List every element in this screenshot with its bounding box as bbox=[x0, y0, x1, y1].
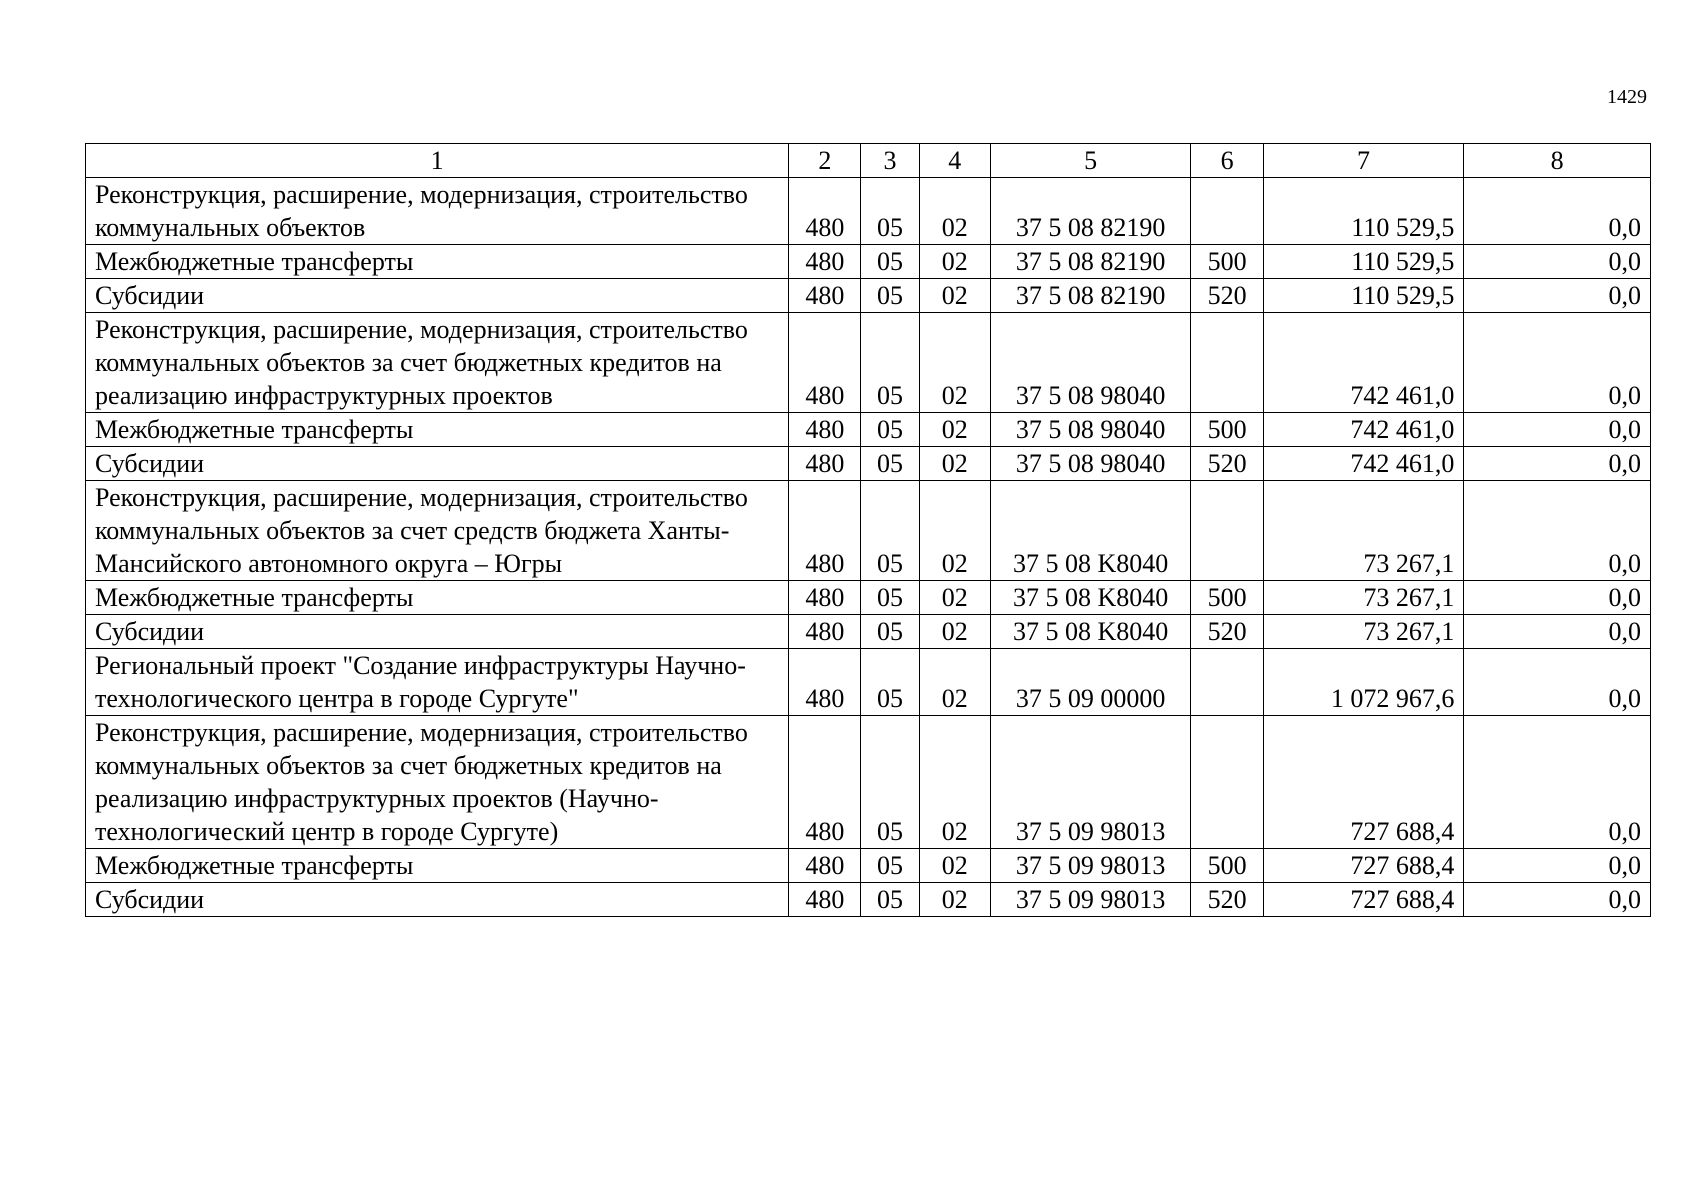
row-col-6: 500 bbox=[1191, 245, 1263, 279]
page-number: 1429 bbox=[1607, 86, 1647, 108]
row-col-6 bbox=[1191, 481, 1263, 581]
row-col-6 bbox=[1191, 313, 1263, 413]
row-col-8: 0,0 bbox=[1464, 245, 1651, 279]
row-col-4: 02 bbox=[919, 849, 990, 883]
row-col-3: 05 bbox=[861, 716, 919, 849]
row-col-3: 05 bbox=[861, 178, 919, 245]
row-col-7: 110 529,5 bbox=[1263, 245, 1464, 279]
header-col-7: 7 bbox=[1263, 144, 1464, 178]
row-col-5: 37 5 08 K8040 bbox=[990, 581, 1191, 615]
row-col-4: 02 bbox=[919, 481, 990, 581]
row-col-2: 480 bbox=[789, 481, 861, 581]
row-col-6: 520 bbox=[1191, 447, 1263, 481]
header-col-8: 8 bbox=[1464, 144, 1651, 178]
row-col-4: 02 bbox=[919, 716, 990, 849]
row-col-2: 480 bbox=[789, 245, 861, 279]
row-col-7: 727 688,4 bbox=[1263, 883, 1464, 917]
row-name: Реконструкция, расширение, модернизация, строительство коммунальных объектов за счет бюджетных кредитов на реализацию инфраструктурных проектов (Научно-технологический центр в городе Сургуте) bbox=[86, 716, 789, 849]
row-col-2: 480 bbox=[789, 581, 861, 615]
header-col-4: 4 bbox=[919, 144, 990, 178]
row-col-8: 0,0 bbox=[1464, 581, 1651, 615]
row-name: Межбюджетные трансферты bbox=[86, 245, 789, 279]
row-col-7: 742 461,0 bbox=[1263, 413, 1464, 447]
row-col-6: 520 bbox=[1191, 883, 1263, 917]
row-col-6: 500 bbox=[1191, 581, 1263, 615]
row-col-3: 05 bbox=[861, 313, 919, 413]
row-col-6: 500 bbox=[1191, 413, 1263, 447]
row-col-4: 02 bbox=[919, 413, 990, 447]
row-col-3: 05 bbox=[861, 481, 919, 581]
table-row bbox=[86, 716, 1651, 849]
row-col-6: 520 bbox=[1191, 279, 1263, 313]
row-name: Субсидии bbox=[86, 615, 789, 649]
row-col-7: 73 267,1 bbox=[1263, 615, 1464, 649]
row-col-2: 480 bbox=[789, 313, 861, 413]
row-col-6: 500 bbox=[1191, 849, 1263, 883]
row-col-3: 05 bbox=[861, 413, 919, 447]
row-col-5: 37 5 08 K8040 bbox=[990, 615, 1191, 649]
row-col-8: 0,0 bbox=[1464, 849, 1651, 883]
row-name: Реконструкция, расширение, модернизация, строительство коммунальных объектов за счет средств бюджета Ханты-Мансийского автономного округа – Югры bbox=[86, 481, 789, 581]
row-name: Субсидии bbox=[86, 279, 789, 313]
table-row bbox=[86, 481, 1651, 581]
table-row bbox=[86, 615, 1651, 649]
row-col-8: 0,0 bbox=[1464, 279, 1651, 313]
row-col-3: 05 bbox=[861, 581, 919, 615]
row-col-4: 02 bbox=[919, 615, 990, 649]
table-row bbox=[86, 883, 1651, 917]
row-col-8: 0,0 bbox=[1464, 178, 1651, 245]
row-col-3: 05 bbox=[861, 245, 919, 279]
row-name: Реконструкция, расширение, модернизация, строительство коммунальных объектов за счет бюджетных кредитов на реализацию инфраструктурных проектов bbox=[86, 313, 789, 413]
table-row bbox=[86, 581, 1651, 615]
row-col-5: 37 5 08 82190 bbox=[990, 245, 1191, 279]
row-name: Реконструкция, расширение, модернизация, строительство коммунальных объектов bbox=[86, 178, 789, 245]
row-col-7: 73 267,1 bbox=[1263, 581, 1464, 615]
row-name: Межбюджетные трансферты bbox=[86, 849, 789, 883]
budget-table bbox=[85, 143, 1651, 917]
table-row bbox=[86, 649, 1651, 716]
row-col-3: 05 bbox=[861, 849, 919, 883]
table-row bbox=[86, 413, 1651, 447]
row-col-5: 37 5 08 K8040 bbox=[990, 481, 1191, 581]
row-col-7: 110 529,5 bbox=[1263, 279, 1464, 313]
row-col-8: 0,0 bbox=[1464, 313, 1651, 413]
row-col-2: 480 bbox=[789, 615, 861, 649]
row-col-2: 480 bbox=[789, 279, 861, 313]
row-col-4: 02 bbox=[919, 447, 990, 481]
row-col-2: 480 bbox=[789, 413, 861, 447]
table-row bbox=[86, 178, 1651, 245]
row-col-7: 742 461,0 bbox=[1263, 313, 1464, 413]
row-col-5: 37 5 09 98013 bbox=[990, 849, 1191, 883]
row-col-3: 05 bbox=[861, 447, 919, 481]
row-col-8: 0,0 bbox=[1464, 413, 1651, 447]
row-col-2: 480 bbox=[789, 849, 861, 883]
row-col-3: 05 bbox=[861, 883, 919, 917]
row-col-4: 02 bbox=[919, 649, 990, 716]
row-col-5: 37 5 08 82190 bbox=[990, 279, 1191, 313]
row-name: Региональный проект "Создание инфраструктуры Научно-технологического центра в городе Сургуте" bbox=[86, 649, 789, 716]
row-col-6 bbox=[1191, 716, 1263, 849]
row-col-6: 520 bbox=[1191, 615, 1263, 649]
row-name: Субсидии bbox=[86, 447, 789, 481]
header-col-5: 5 bbox=[990, 144, 1191, 178]
row-col-2: 480 bbox=[789, 447, 861, 481]
row-name: Межбюджетные трансферты bbox=[86, 413, 789, 447]
row-col-4: 02 bbox=[919, 245, 990, 279]
header-col-6: 6 bbox=[1191, 144, 1263, 178]
row-col-5: 37 5 08 98040 bbox=[990, 413, 1191, 447]
row-col-5: 37 5 08 98040 bbox=[990, 313, 1191, 413]
row-col-2: 480 bbox=[789, 883, 861, 917]
table-row bbox=[86, 279, 1651, 313]
header-row bbox=[86, 144, 1651, 178]
row-col-6 bbox=[1191, 178, 1263, 245]
row-col-4: 02 bbox=[919, 883, 990, 917]
row-col-8: 0,0 bbox=[1464, 716, 1651, 849]
header-col-2: 2 bbox=[789, 144, 861, 178]
row-col-5: 37 5 09 00000 bbox=[990, 649, 1191, 716]
row-col-8: 0,0 bbox=[1464, 615, 1651, 649]
header-col-3: 3 bbox=[861, 144, 919, 178]
row-col-7: 1 072 967,6 bbox=[1263, 649, 1464, 716]
row-col-7: 727 688,4 bbox=[1263, 849, 1464, 883]
row-col-7: 727 688,4 bbox=[1263, 716, 1464, 849]
row-col-5: 37 5 08 82190 bbox=[990, 178, 1191, 245]
row-col-7: 110 529,5 bbox=[1263, 178, 1464, 245]
row-name: Межбюджетные трансферты bbox=[86, 581, 789, 615]
row-col-2: 480 bbox=[789, 716, 861, 849]
row-col-5: 37 5 09 98013 bbox=[990, 883, 1191, 917]
row-col-8: 0,0 bbox=[1464, 883, 1651, 917]
row-col-7: 73 267,1 bbox=[1263, 481, 1464, 581]
row-col-4: 02 bbox=[919, 279, 990, 313]
row-col-2: 480 bbox=[789, 178, 861, 245]
row-col-4: 02 bbox=[919, 178, 990, 245]
row-col-8: 0,0 bbox=[1464, 481, 1651, 581]
row-col-8: 0,0 bbox=[1464, 447, 1651, 481]
row-col-2: 480 bbox=[789, 649, 861, 716]
row-col-8: 0,0 bbox=[1464, 649, 1651, 716]
row-col-3: 05 bbox=[861, 279, 919, 313]
row-col-6 bbox=[1191, 649, 1263, 716]
table-row bbox=[86, 447, 1651, 481]
row-col-5: 37 5 09 98013 bbox=[990, 716, 1191, 849]
row-col-4: 02 bbox=[919, 581, 990, 615]
row-col-7: 742 461,0 bbox=[1263, 447, 1464, 481]
table-row bbox=[86, 849, 1651, 883]
row-col-4: 02 bbox=[919, 313, 990, 413]
row-col-5: 37 5 08 98040 bbox=[990, 447, 1191, 481]
row-col-3: 05 bbox=[861, 615, 919, 649]
table-row bbox=[86, 245, 1651, 279]
table-row bbox=[86, 313, 1651, 413]
header-col-1: 1 bbox=[86, 144, 789, 178]
row-col-3: 05 bbox=[861, 649, 919, 716]
row-name: Субсидии bbox=[86, 883, 789, 917]
